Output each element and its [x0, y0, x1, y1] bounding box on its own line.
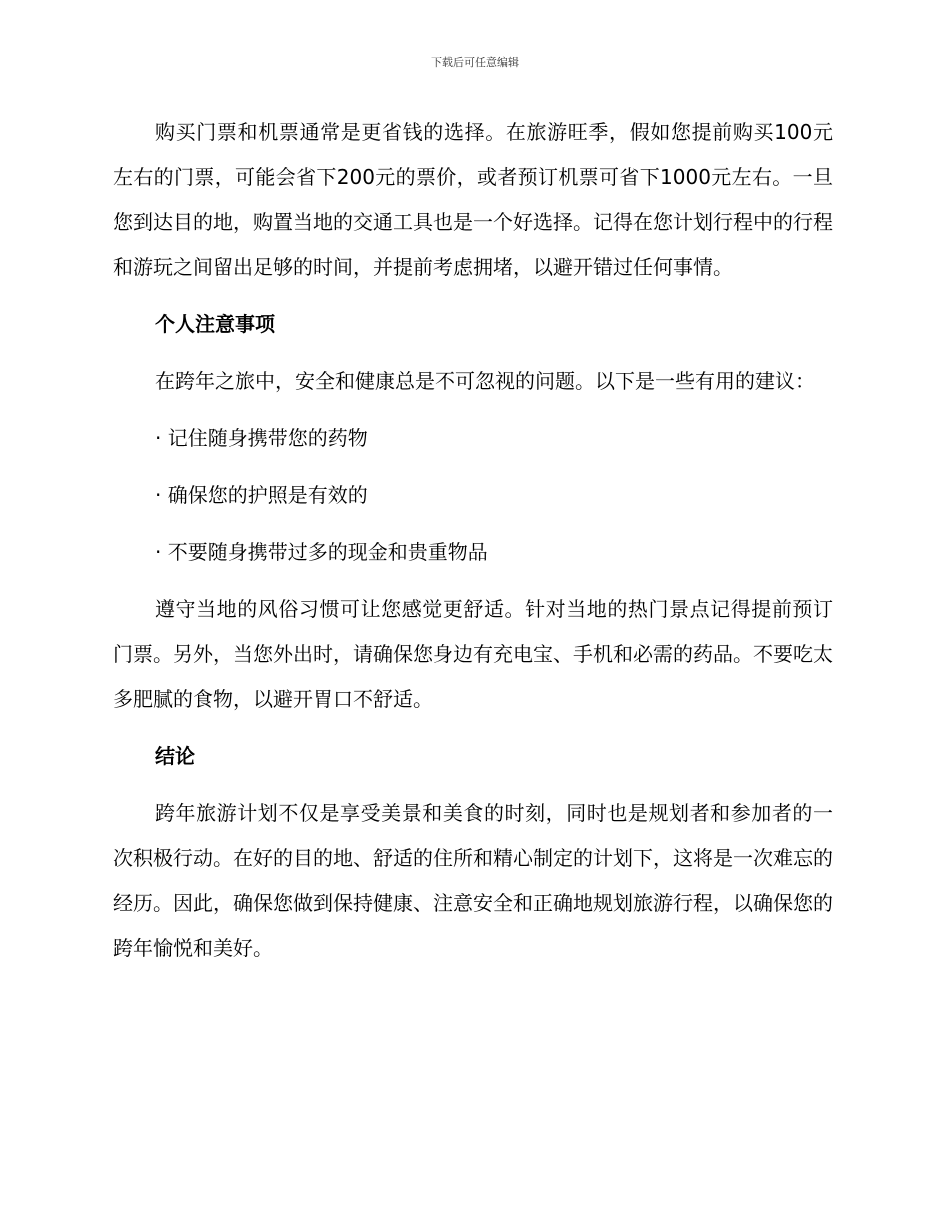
paragraph-conclusion: 跨年旅游计划不仅是享受美景和美食的时刻，同时也是规划者和参加者的一次积极行动。在好的目的地、舒适的住所和精心制定的计划下，这将是一次难忘的经历。因此，确保您做到保持健康、注意安全和正确地规划旅游行程，以确保您的跨年愉悦和美好。 — [113, 801, 833, 960]
paragraph-safety-intro: 在跨年之旅中，安全和健康总是不可忽视的问题。以下是一些有用的建议： — [155, 369, 815, 393]
section-heading-personal-notes: 个人注意事项 — [155, 312, 275, 336]
paragraph-tickets: 购买门票和机票通常是更省钱的选择。在旅游旺季，假如您提前购买100元左右的门票，可能会省下200元的票价，或者预订机票可省下1000元左右。一旦您到达目的地，购置当地的交通工具也是一个好选择。记得在您计划行程中的行程和游玩之间留出足够的时间，并提前考虑拥堵，以避开错过任何事情。 — [113, 120, 833, 279]
document-body — [113, 110, 833, 983]
section-heading-conclusion: 结论 — [155, 744, 195, 768]
list-item: · 记住随身携带您的药物 — [155, 426, 368, 450]
list-item: · 不要随身携带过多的现金和贵重物品 — [155, 540, 488, 564]
page-header: 下载后可任意编辑 — [431, 56, 519, 69]
list-item: · 确保您的护照是有效的 — [155, 483, 368, 507]
paragraph-local-customs: 遵守当地的风俗习惯可让您感觉更舒适。针对当地的热门景点记得提前预订门票。另外，当您外出时，请确保您身边有充电宝、手机和必需的药品。不要吃太多肥腻的食物，以避开胃口不舒适。 — [113, 597, 833, 711]
